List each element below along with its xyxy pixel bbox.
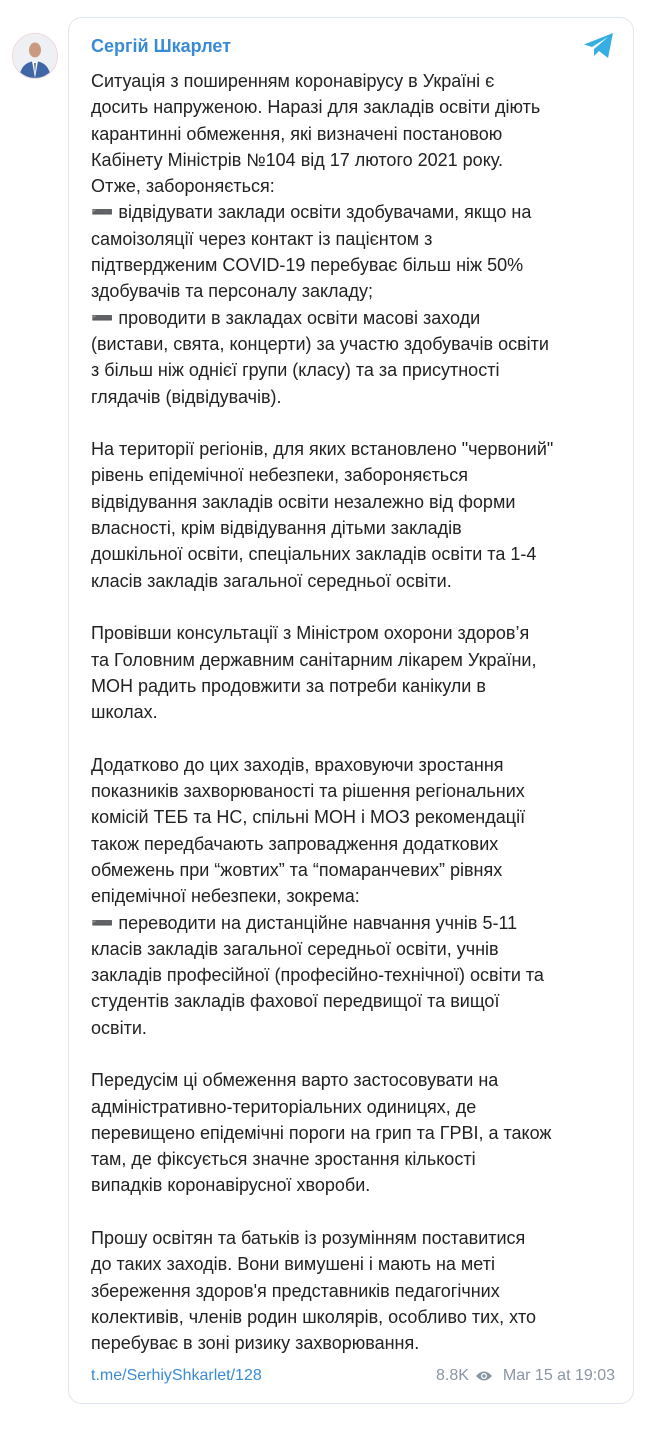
telegram-post-card [68, 17, 634, 1404]
post-paragraph: Додатково до цих заходів, враховуючи зростання показників захворюваності та рішення регіональних комісій ТЕБ та НС, спільні МОН і МОЗ рекомендації також передбачають запровадження додаткових обмежень при “жовтих” та “помаранчевих” рівнях епідемічної небезпеки, зокрема: ➖ переводити на дистанційне навчання учнів 5-11 класів закладів загальної середньої освіти, учнів закладів професійної (професійно-технічної) освіти та студентів закладів фахової передвищої та вищої освіти. [91, 754, 544, 1038]
post-footer [91, 1365, 615, 1387]
post-text [91, 68, 617, 1357]
author-avatar[interactable] [12, 33, 58, 79]
post-paragraph: Провівши консультації з Міністром охорони здоров’я та Головним державним санітарним лікарем України, МОН радить продовжити за потреби канікули в школах. [91, 623, 537, 723]
author-name[interactable]: Сергій Шкарлет [91, 36, 232, 56]
post-link[interactable]: t.me/SerhiyShkarlet/128 [91, 1366, 262, 1384]
view-count: 8.8K [436, 1366, 469, 1384]
post-date[interactable]: Mar 15 at 19:03 [502, 1366, 615, 1384]
post-paragraph: Прошу освітян та батьків із розумінням поставитися до таких заходів. Вони вимушені і мають на меті збереження здоров'я представників педагогічних колективів, членів родин школярів, особливо тих, хто перебуває в зоні ризику захворювання. [91, 1228, 536, 1354]
post-paragraph: Ситуація з поширенням коронавірусу в Україні є досить напруженою. Наразі для закладів освіти діють карантинні обмеження, які визначені постановою Кабінету Міністрів №104 від 17 лютого 2021 року. Отже, забороняється: ➖ відвідувати заклади освіти здобувачами, якщо на самоізоляції через контакт із пацієнтом з підтвердженим COVID-19 перебуває більш ніж 50% здобувачів та персоналу закладу; ➖ проводити в закладах освіти масові заходи (вистави, свята, концерти) за участю здобувачів освіти з більш ніж однієї групи (класу) та за присутності глядачів (відвідувачів). [91, 71, 549, 407]
telegram-icon[interactable] [583, 32, 615, 60]
eye-icon [475, 1370, 493, 1382]
person-photo-icon [13, 34, 57, 78]
post-paragraph: На території регіонів, для яких встановлено "червоний" рівень епідемічної небезпеки, забороняється відвідування закладів освіти незалежно від форми власності, крім відвідування дітьми закладів дошкільної освіти, спеціальних закладів освіти та 1-4 класів закладів загальної середньої освіти. [91, 439, 554, 591]
post-header [91, 35, 615, 68]
post-paragraph: Передусім ці обмеження варто застосовувати на адміністративно-територіальних одиницях, де перевищено епідемічні пороги на грип та ГРВІ, а також там, де фіксується значне зростання кількості випадків коронавірусної хвороби. [91, 1070, 552, 1196]
